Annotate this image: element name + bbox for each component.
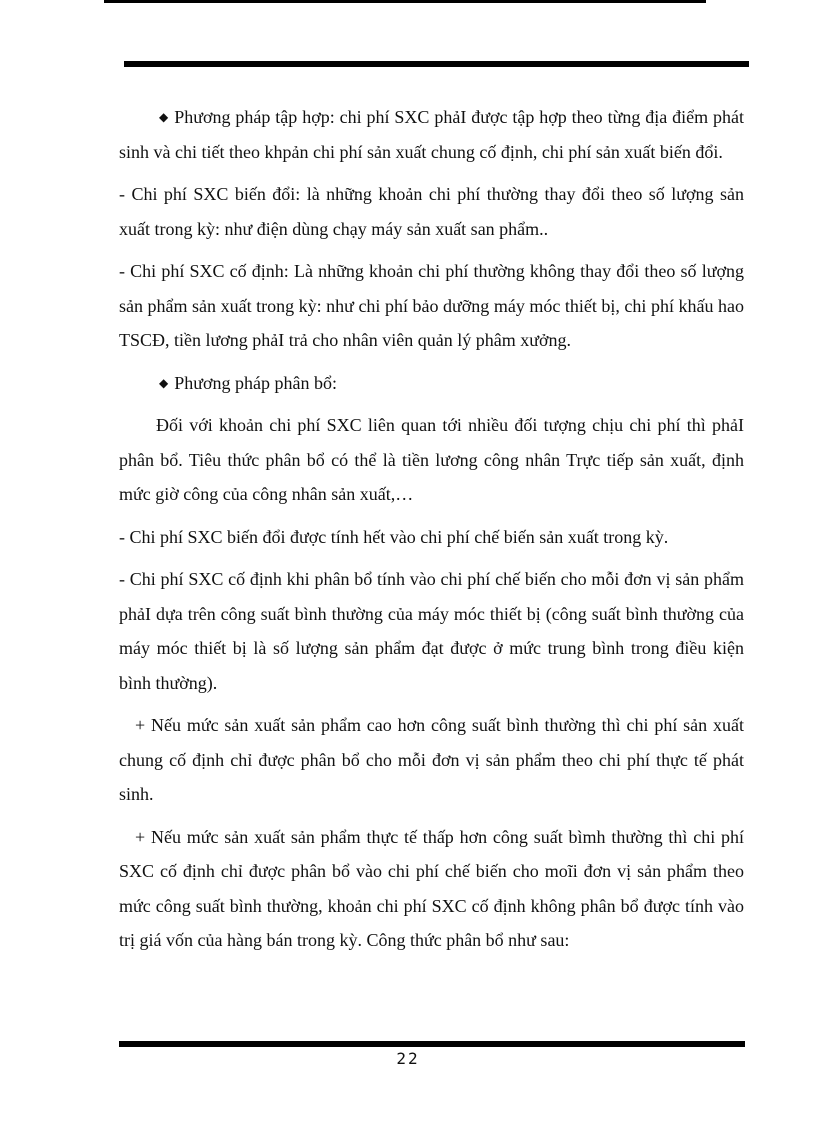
header-thin-rule bbox=[104, 0, 706, 3]
paragraph-variable-allocation: - Chi phí SXC biến đổi được tính hết vào chi phí chế biến sản xuất trong kỳ. bbox=[119, 526, 669, 547]
diamond-bullet-icon: ◆ bbox=[159, 375, 169, 390]
paragraph-collection-method: ◆ Phương pháp tập hợp: chi phí SXC phảI được tập hợp theo từng địa điểm phát sinh và chi tiết theo khpản chi phí sản xuất chung cố định, chi phí sản xuất biến đổi. bbox=[119, 100, 744, 169]
paragraph-above-capacity: + Nếu mức sản xuất sản phẩm cao hơn công suất bình thường thì chi phí sản xuất chung cố định chỉ được phân bổ cho mỗi đơn vị sản phẩm theo chi phí thực tế phát sinh. bbox=[119, 715, 744, 804]
page-number: 22 bbox=[396, 1049, 420, 1068]
paragraph-fixed-allocation: - Chi phí SXC cố định khi phân bổ tính vào chi phí chế biến cho mỗi đơn vị sản phẩm phảI dựa trên công suất bình thường của máy móc thiết bị (công suất bình thường của máy móc thiết bị là số lượng sản phẩm đạt được ở mức trung bình trong điều kiện bình thường). bbox=[119, 569, 744, 693]
document-body bbox=[119, 100, 744, 966]
paragraph-fixed-overhead: - Chi phí SXC cố định: Là những khoản chi phí thường không thay đổi theo số lượng sản phẩm sản xuất trong kỳ: như chi phí bảo dưỡng máy móc thiết bị, chi phí khấu hao TSCĐ, tiền lương phảI trả cho nhân viên quản lý phâm xưởng. bbox=[119, 261, 744, 350]
diamond-bullet-icon: ◆ bbox=[159, 110, 169, 124]
header-thick-rule bbox=[124, 61, 749, 67]
footer-rule bbox=[119, 1041, 745, 1047]
paragraph-allocation-method: ◆ Phương pháp phân bổ: bbox=[119, 366, 744, 401]
paragraph-below-capacity: + Nếu mức sản xuất sản phẩm thực tế thấp hơn công suất bìmh thường thì chi phí SXC cố định chỉ được phân bổ vào chi phí chế biến cho moĩi đơn vị sản phẩm theo mức công suất bình thường, khoản chi phí SXC cố định không phân bổ được tính vào trị giá vốn của hàng bán trong kỳ. Công thức phân bổ như sau: bbox=[119, 826, 744, 950]
paragraph-variable-overhead: - Chi phí SXC biến đổi: là những khoản chi phí thường thay đổi theo số lượng sản xuất trong kỳ: như điện dùng chạy máy sản xuất san phẩm.. bbox=[119, 184, 744, 239]
paragraph-allocation-criteria: Đối với khoản chi phí SXC liên quan tới nhiều đối tượng chịu chi phí thì phảI phân bổ. Tiêu thức phân bổ có thể là tiền lương công nhân Trực tiếp sản xuất, định mức giờ công của công nhân sản xuất,… bbox=[119, 415, 744, 504]
